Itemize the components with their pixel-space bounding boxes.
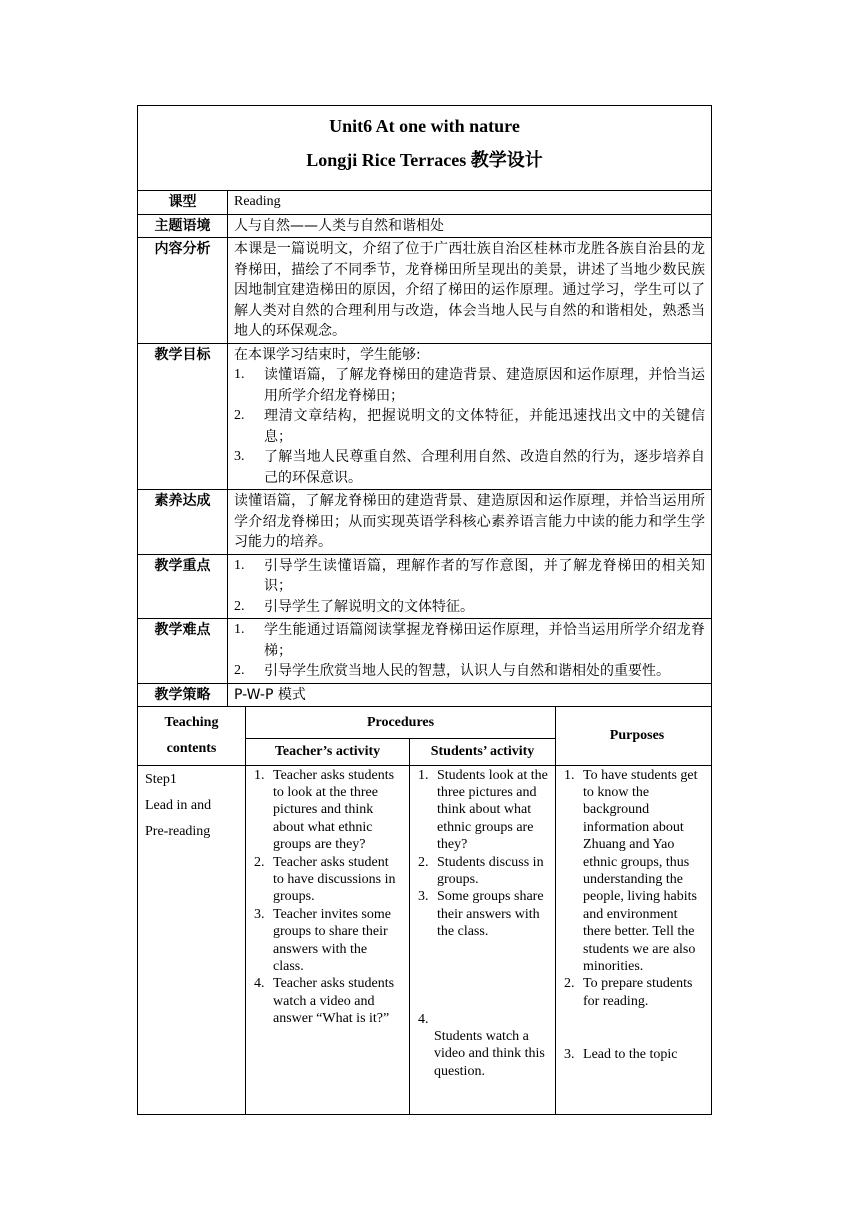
list-item: 1. To have students get to know the background information about Zhuang and Yao ethnic groups, thus understanding the people, living habits and environment there better. Tell the students we are also minorities. [564, 767, 698, 974]
course-type-label: 课型 [138, 191, 228, 215]
row-strategy [138, 683, 712, 707]
procedures-header: Procedures [246, 707, 556, 738]
table-row [138, 765, 712, 1114]
list-item: 3. Teacher invites some groups to share their answers with the class. [254, 906, 391, 974]
row-difficulties [138, 619, 712, 684]
objectives-label: 教学目标 [138, 343, 228, 490]
title-cell [138, 106, 712, 191]
unit-title: Unit6 At one with nature [329, 116, 520, 136]
literacy-value: 读懂语篇，了解龙脊梯田的建造背景、建造原因和运作原理，并恰当运用所学介绍龙脊梯田；从而实现英语学科核心素养语言能力中读的能力和学生学习能力的培养。 [228, 490, 712, 555]
list-item: 3. Lead to the topic [564, 1047, 678, 1063]
strategy-label: 教学策略 [138, 683, 228, 707]
list-item: 3. 了解当地人民尊重自然、合理利用自然、改造自然的行为，逐步培养自己的环保意识。 [234, 449, 706, 486]
key-points-label: 教学重点 [138, 554, 228, 619]
strategy-value: P-W-P 模式 [228, 683, 712, 707]
list-item: 3. Some groups share their answers with the class. [418, 889, 544, 940]
row-course-type [138, 191, 712, 215]
content-analysis-value: 本课是一篇说明文，介绍了位于广西壮族自治区桂林市龙胜各族自治县的龙脊梯田，描绘了不同季节，龙脊梯田所呈现出的美景，讲述了当地少数民族因地制宜建造梯田的原因，介绍了梯田的运作原理。通过学习，学生可以了解人类对自然的合理利用与改造，体会当地人民与自然的和谐相处，熟悉当地人的环保观念。 [228, 238, 712, 344]
list-item: 1. 引导学生读懂语篇，理解作者的写作意图，并了解龙脊梯田的相关知识； [234, 557, 706, 594]
row-content-analysis [138, 238, 712, 344]
purposes-header: Purposes [556, 707, 712, 765]
list-item: 1. 读懂语篇，了解龙脊梯田的建造背景、建造原因和运作原理，并恰当运用所学介绍龙脊梯田； [234, 367, 706, 404]
key-points-list [234, 556, 705, 618]
row-objectives [138, 343, 712, 490]
lesson-info-table [137, 105, 712, 707]
procedure-table [137, 707, 712, 1115]
difficulties-value [228, 619, 712, 684]
teaching-contents-header: Teaching contents [138, 707, 246, 765]
step1-teacher-cell [246, 765, 410, 1114]
difficulties-list [234, 620, 705, 682]
row-theme [138, 214, 712, 238]
row-key-points [138, 554, 712, 619]
list-item: 1. Teacher asks students to look at the three pictures and think about what ethnic groups are they? [254, 767, 395, 853]
difficulties-label: 教学难点 [138, 619, 228, 684]
teacher-activity-header: Teacher’s activity [246, 738, 410, 765]
key-points-value [228, 554, 712, 619]
step1-students-cell [410, 765, 556, 1114]
list-item: 2. Students discuss in groups. [418, 854, 544, 887]
list-item: 2. 引导学生了解说明文的文体特征。 [234, 598, 474, 615]
lesson-plan-page [137, 105, 711, 1115]
step1-content-cell: Step1 Lead in and Pre-reading [138, 765, 246, 1114]
list-item: 2. 理清文章结构，把握说明文的文体特征，并能迅速找出文中的关键信息； [234, 408, 706, 445]
lesson-title: Longji Rice Terraces 教学设计 [306, 150, 543, 170]
literacy-label: 素养达成 [138, 490, 228, 555]
theme-value: 人与自然——人类与自然和谐相处 [228, 214, 712, 238]
list-item: 4. Teacher asks students watch a video and answer “What is it?” [254, 976, 395, 1027]
list-item: 2. Teacher asks student to have discussions in groups. [254, 854, 396, 905]
course-type-value: Reading [228, 191, 712, 215]
students-activity-header: Students’ activity [410, 738, 556, 765]
content-analysis-label: 内容分析 [138, 238, 228, 344]
students-item-4-text: Students watch a video and think this question. [434, 1028, 545, 1079]
objectives-value [228, 343, 712, 490]
step1-purposes-cell [556, 765, 712, 1114]
list-item: 1. Students look at the three pictures and think about what ethnic groups are they? [418, 767, 548, 853]
objectives-list [234, 365, 705, 488]
theme-label: 主题语境 [138, 214, 228, 238]
list-item: 2. 引导学生欣赏当地人民的智慧，认识人与自然和谐相处的重要性。 [234, 663, 670, 679]
list-item: 1. 学生能通过语篇阅读掌握龙脊梯田运作原理，并恰当运用所学介绍龙脊梯； [234, 622, 706, 659]
list-item: 2. To prepare students for reading. [564, 976, 693, 1009]
objectives-intro: 在本课学习结束时，学生能够: [234, 346, 421, 363]
row-literacy [138, 490, 712, 555]
students-item-4-number: 4. [418, 1011, 429, 1027]
